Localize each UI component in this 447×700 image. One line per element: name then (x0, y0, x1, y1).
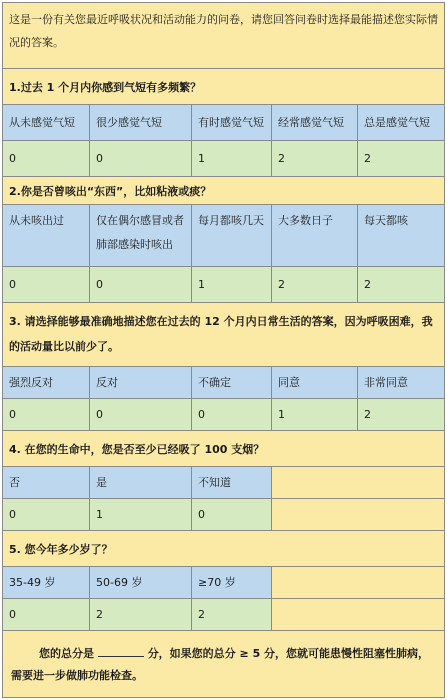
q2-title: 2.你是否曾咳出“东西”，比如粘液或痰？ (9, 184, 212, 198)
footer-text-part2: 分，如果您的总分 ≥ 5 分，您就可能患慢性阻塞性肺病，需要进一步做肺功能检查。 (11, 647, 430, 682)
q1-score-2: 1 (192, 141, 272, 176)
q4-option-1: 是 (90, 467, 192, 498)
q3-option-4: 非常同意 (364, 375, 408, 389)
q5-options-filler (272, 567, 444, 598)
q3-option-1: 反对 (90, 367, 192, 398)
q1-title: 1.过去 1 个月内你感到气短有多频繁？ (9, 80, 202, 94)
q2-score-4: 2 (364, 277, 371, 291)
q2-score-3: 2 (272, 267, 358, 302)
q3-score-4: 2 (364, 407, 371, 421)
q5-scores-row (3, 599, 444, 631)
q2-score-0: 0 (3, 267, 90, 302)
q3-option-3: 同意 (272, 367, 358, 398)
q3-score-2: 0 (192, 399, 272, 430)
q1-score-3: 2 (272, 141, 358, 176)
q2-option-1: 仅在偶尔感冒或者肺部感染时咳出 (90, 205, 192, 266)
q5-option-0: 35-49 岁 (3, 567, 90, 598)
q3-option-0: 强烈反对 (3, 367, 90, 398)
q1-score-0: 0 (3, 141, 90, 176)
q2-option-2: 每月都咳几天 (192, 205, 272, 266)
q4-options-row (3, 467, 444, 499)
q3-score-3: 1 (272, 399, 358, 430)
q1-scores-row (3, 141, 444, 177)
q5-score-1: 2 (90, 599, 192, 630)
footer-text (3, 631, 444, 697)
footer-row (3, 631, 444, 697)
q1-option-2: 有时感觉气短 (192, 105, 272, 140)
total-score-blank (98, 644, 144, 657)
q2-option-4: 每天都咳 (364, 214, 408, 227)
questionnaire-sheet (2, 2, 445, 698)
q3-scores-row (3, 399, 444, 431)
q4-scores-filler (272, 499, 444, 530)
q4-scores-row (3, 499, 444, 531)
q5-options-row (3, 567, 444, 599)
q5-score-2: 2 (192, 599, 272, 630)
q1-option-1: 很少感觉气短 (90, 105, 192, 140)
q3-title: 3. 请选择能够最准确地描述您在过去的 12 个月内日常生活的答案，因为呼吸困难，我的活动量比以前少了。 (9, 315, 433, 353)
q5-title: 5. 您今年多少岁了？ (9, 542, 113, 556)
q1-score-4: 2 (364, 151, 371, 165)
q4-score-2: 0 (192, 499, 272, 530)
q2-options-row (3, 205, 444, 267)
q1-score-1: 0 (90, 141, 192, 176)
footer-text-part1: 您的总分是 (39, 647, 94, 660)
q5-option-2: ≥70 岁 (192, 567, 272, 598)
intro-row (3, 3, 444, 69)
q1-options-row (3, 105, 444, 141)
intro-text: 这是一份有关您最近呼吸状况和活动能力的问卷，请您回答问卷时选择最能描述您实际情况的答案。 (9, 13, 438, 49)
q4-title-row (3, 431, 444, 467)
q3-title-row (3, 303, 444, 367)
q5-scores-filler (272, 599, 444, 630)
q3-score-1: 0 (90, 399, 192, 430)
q2-score-1: 0 (90, 267, 192, 302)
q4-option-0: 否 (3, 467, 90, 498)
q5-title-row (3, 531, 444, 567)
q2-score-2: 1 (192, 267, 272, 302)
q1-title-row (3, 69, 444, 105)
q3-option-2: 不确定 (192, 367, 272, 398)
q1-option-0: 从未感觉气短 (3, 105, 90, 140)
q2-option-3: 大多数日子 (272, 205, 358, 266)
q4-options-filler (272, 467, 444, 498)
q4-score-0: 0 (3, 499, 90, 530)
q5-score-0: 0 (3, 599, 90, 630)
q5-option-1: 50-69 岁 (90, 567, 192, 598)
q1-option-4: 总是感觉气短 (364, 115, 430, 129)
q3-score-0: 0 (3, 399, 90, 430)
q4-title: 4. 在您的生命中，您是否至少已经吸了 100 支烟？ (9, 442, 265, 456)
q2-option-0: 从未咳出过 (3, 205, 90, 266)
q4-score-1: 1 (90, 499, 192, 530)
q1-option-3: 经常感觉气短 (272, 105, 358, 140)
q4-option-2: 不知道 (192, 467, 272, 498)
q3-options-row (3, 367, 444, 399)
q2-scores-row (3, 267, 444, 303)
q2-title-row (3, 177, 444, 205)
